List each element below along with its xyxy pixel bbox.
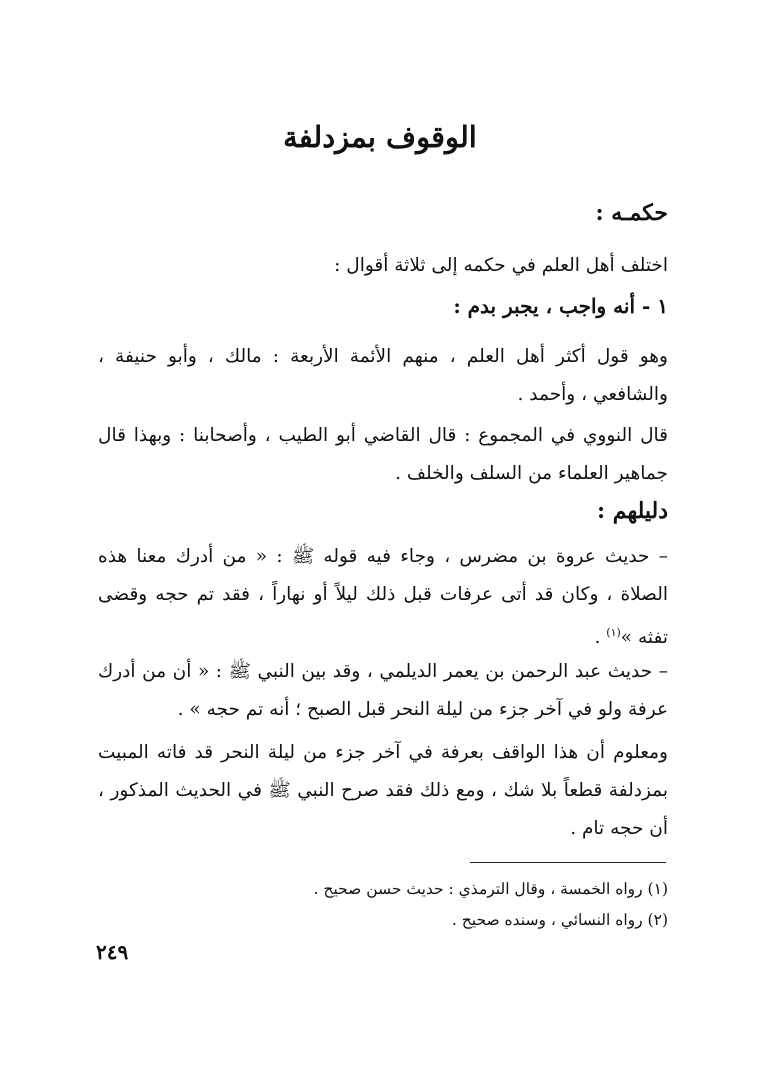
conclusion-text: ومعلوم أن هذا الواقف بعرفة في آخر جزء من ليلة النحر قد فاته المبيت بمزدلفة قطعاً بلا شك ، ومع ذلك فقد صرح النبي ﷺ في الحديث المذكور ، أن حجه تام . [98, 742, 668, 839]
hadith-urwa-text [98, 538, 668, 657]
paragraph-intro [98, 247, 668, 285]
majority-view-text: وهو قول أكثر أهل العلم ، منهم الأئمة الأربعة : مالك ، وأبو حنيفة ، والشافعي ، وأحمد . [98, 346, 668, 405]
heading-opinion-one: ١ - أنه واجب ، يجبر بدم : [453, 294, 668, 318]
footnote-2: (٢) رواه النسائي ، وسنده صحيح . [451, 911, 668, 929]
footnote-divider [470, 862, 666, 863]
paragraph-hadith-urwa [98, 538, 668, 657]
intro-text: اختلف أهل العلم في حكمه إلى ثلاثة أقوال : [334, 255, 668, 276]
paragraph-majority-view [98, 338, 668, 414]
nawawi-quote-text: قال النووي في المجموع : قال القاضي أبو الطيب ، وأصحابنا : وبهذا قال جماهير العلماء من السلف والخلف . [98, 425, 668, 484]
hadith-urwa-end: . [594, 627, 607, 649]
paragraph-hadith-abdurrahman [98, 653, 668, 729]
hadith-abdurrahman-text: – حديث عبد الرحمن بن يعمر الديلمي ، وقد بين النبي ﷺ : « أن من أدرك عرفة ولو في آخر جزء من ليلة النحر قبل الصبح ؛ أنه تم حجه » . [98, 661, 668, 720]
heading-evidence: دليلهم : [597, 498, 668, 524]
footnote-1: (١) رواه الخمسة ، وقال الترمذي : حديث حسن صحيح . [313, 880, 668, 898]
page-number: ٢٤٩ [96, 940, 129, 964]
footnotes [98, 874, 668, 936]
footnote-ref-1: (١) [606, 626, 621, 639]
hadith-urwa-body: – حديث عروة بن مضرس ، وجاء فيه قوله ﷺ : « من أدرك معنا هذه الصلاة ، وكان قد أتى عرفات قبل ذلك ليلاً أو نهاراً ، فقد تم حجه وقضى تفثه » [98, 546, 668, 649]
paragraph-conclusion [98, 734, 668, 848]
heading-ruling: حكمـه : [595, 200, 668, 226]
paragraph-nawawi-quote [98, 417, 668, 493]
page-title: الوقوف بمزدلفة [283, 120, 477, 154]
